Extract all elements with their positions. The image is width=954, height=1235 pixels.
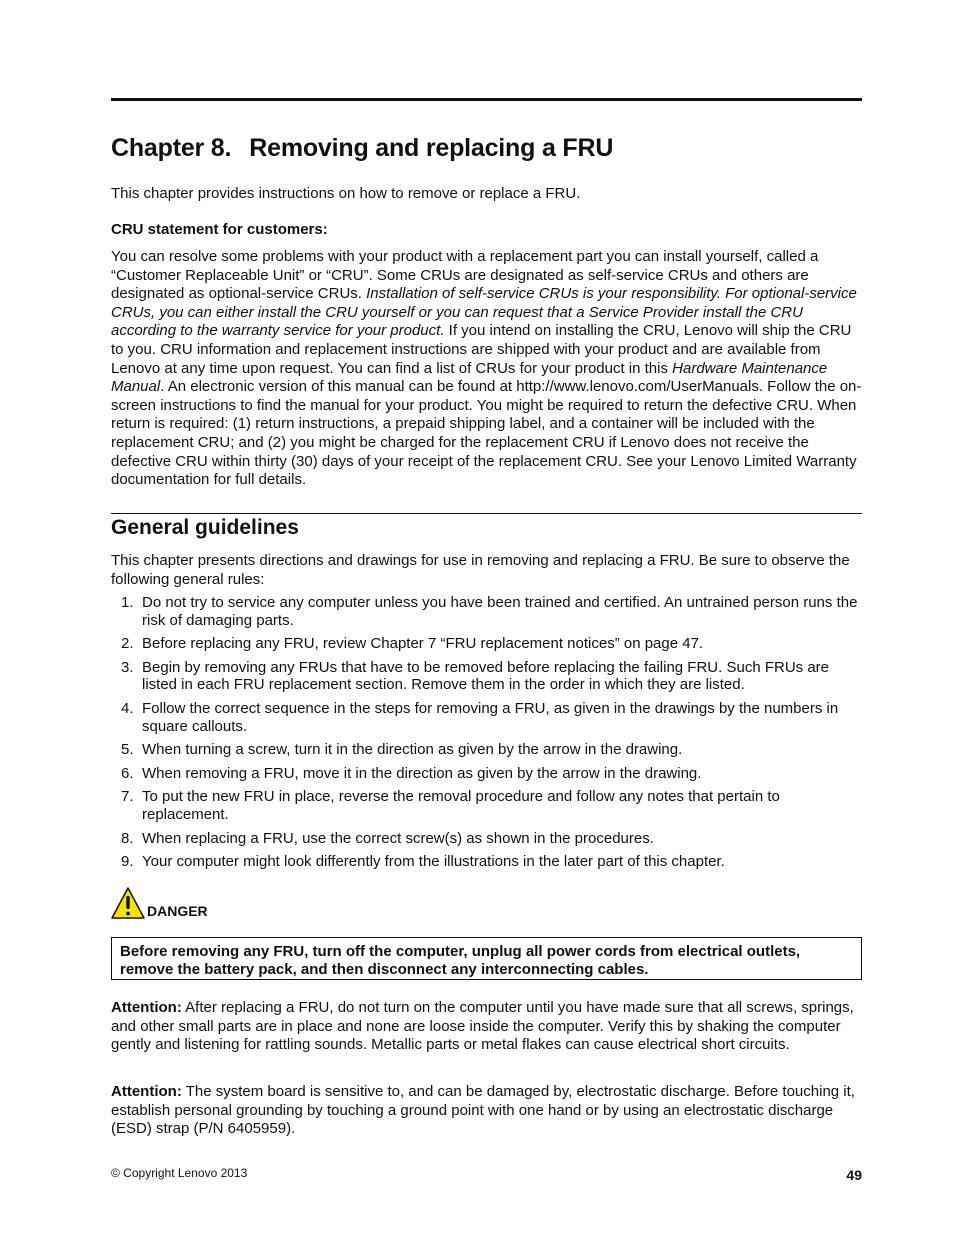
list-item-number: 6. [121, 764, 134, 782]
section-rule [111, 513, 862, 514]
warning-triangle-icon [111, 886, 147, 920]
danger-message: Before removing any FRU, turn off the computer, unplug all power cords from electrical outlets, remove the battery pack, and then disconnect any interconnecting cables. [120, 943, 801, 978]
cru-statement: You can resolve some problems with your product with a replacement part you can install yourself, called a “Customer Replaceable Unit” or “CRU”. Some CRUs are designated as self-service CRUs and others are designated as optional-service CRUs. Installation of self-service CRUs is your responsibility. For optional-service CRUs, you can either install the CRU yourself or you can request that a Service Provider install the CRU according to the warranty service for your product. If you intend on installing the CRU, Lenovo will ship the CRU to you. CRU information and replacement instructions are shipped with your product and are available from Lenovo at any time upon request. You can find a list of CRUs for your product in this Hardware Maintenance Manual. An electronic version of this manual can be found at http://www.lenovo.com/UserManuals. Follow the on-screen instructions to find the manual for your product. You might be required to return the defective CRU. When return is required: (1) return instructions, a prepaid shipping label, and a container will be included with the replacement CRU; and (2) you might be charged for the replacement CRU if Lenovo does not receive the defective CRU within thirty (30) days of your receipt of the replacement CRU. See your Lenovo Limited Warranty documentation for full details. [111, 248, 862, 489]
list-item-text: When replacing a FRU, use the correct screw(s) as shown in the procedures. [142, 829, 654, 847]
list-item-text: When removing a FRU, move it in the direction as given by the arrow in the drawing. [142, 764, 702, 782]
list-item-number: 8. [121, 829, 134, 847]
top-rule [111, 98, 862, 101]
chapter-number: Chapter 8. [111, 134, 232, 162]
list-item-number: 7. [121, 788, 134, 806]
list-item-text: To put the new FRU in place, reverse the removal procedure and follow any notes that pertain to replacement. [142, 788, 780, 823]
attention-paragraph-2: Attention: The system board is sensitive to, and can be damaged by, electrostatic discharge. Before touching it, establish personal grounding by touching a ground point with one hand or by using an electrostatic discharge (ESD) strap (P/N 6405959). [111, 1083, 855, 1138]
danger-message-box [111, 937, 862, 980]
page-number: 49 [846, 1167, 862, 1183]
list-item [111, 700, 862, 735]
section-title: General guidelines [111, 516, 299, 539]
list-item [111, 594, 862, 629]
list-item [111, 830, 862, 848]
list-item [111, 853, 862, 871]
guidelines-intro: This chapter presents directions and drawings for use in removing and replacing a FRU. Be sure to observe the following general rules: [111, 552, 850, 588]
list-item-number: 3. [121, 658, 134, 676]
list-item [111, 659, 862, 694]
danger-notice [111, 886, 208, 920]
list-item-number: 9. [121, 853, 134, 871]
attention-paragraph-1: Attention: After replacing a FRU, do not turn on the computer until you have made sure that all screws, springs, and other small parts are in place and none are loose inside the computer. Verify this by shaking the computer gently and listening for rattling sounds. Metallic parts or metal flakes can cause electrical short circuits. [111, 999, 854, 1054]
list-item [111, 635, 862, 653]
danger-label: DANGER [147, 903, 208, 919]
list-item-number: 5. [121, 741, 134, 759]
list-item-text: Before replacing any FRU, review Chapter 7 “FRU replacement notices” on page 47. [142, 635, 704, 653]
list-item [111, 788, 862, 823]
attention-label: Attention: [111, 999, 182, 1016]
list-item-number: 1. [121, 594, 134, 611]
chapter-intro: This chapter provides instructions on how to remove or replace a FRU. [111, 185, 581, 202]
list-item-text: Do not try to service any computer unless you have been trained and certified. An untrained person runs the risk of damaging parts. [142, 594, 858, 629]
list-item-text: When turning a screw, turn it in the direction as given by the arrow in the drawing. [142, 741, 683, 759]
footer-copyright: © Copyright Lenovo 2013 [111, 1166, 248, 1180]
list-item-number: 2. [121, 635, 134, 653]
list-item-text: Follow the correct sequence in the steps for removing a FRU, as given in the drawings by the numbers in square callouts. [142, 699, 839, 735]
chapter-title [111, 134, 613, 163]
list-item-text: Your computer might look differently from the illustrations in the later part of this chapter. [142, 853, 725, 871]
list-item [111, 741, 862, 759]
list-item-text: Begin by removing any FRUs that have to be removed before replacing the failing FRU. Such FRUs are listed in each FRU replacement section. Remove them in the order in which they are listed. [142, 658, 829, 694]
guidelines-list [111, 594, 862, 877]
chapter-name: Removing and replacing a FRU [249, 134, 614, 162]
list-item [111, 765, 862, 783]
cru-heading: CRU statement for customers: [111, 221, 328, 238]
attention-label: Attention: [111, 1083, 182, 1100]
list-item-number: 4. [121, 699, 134, 717]
